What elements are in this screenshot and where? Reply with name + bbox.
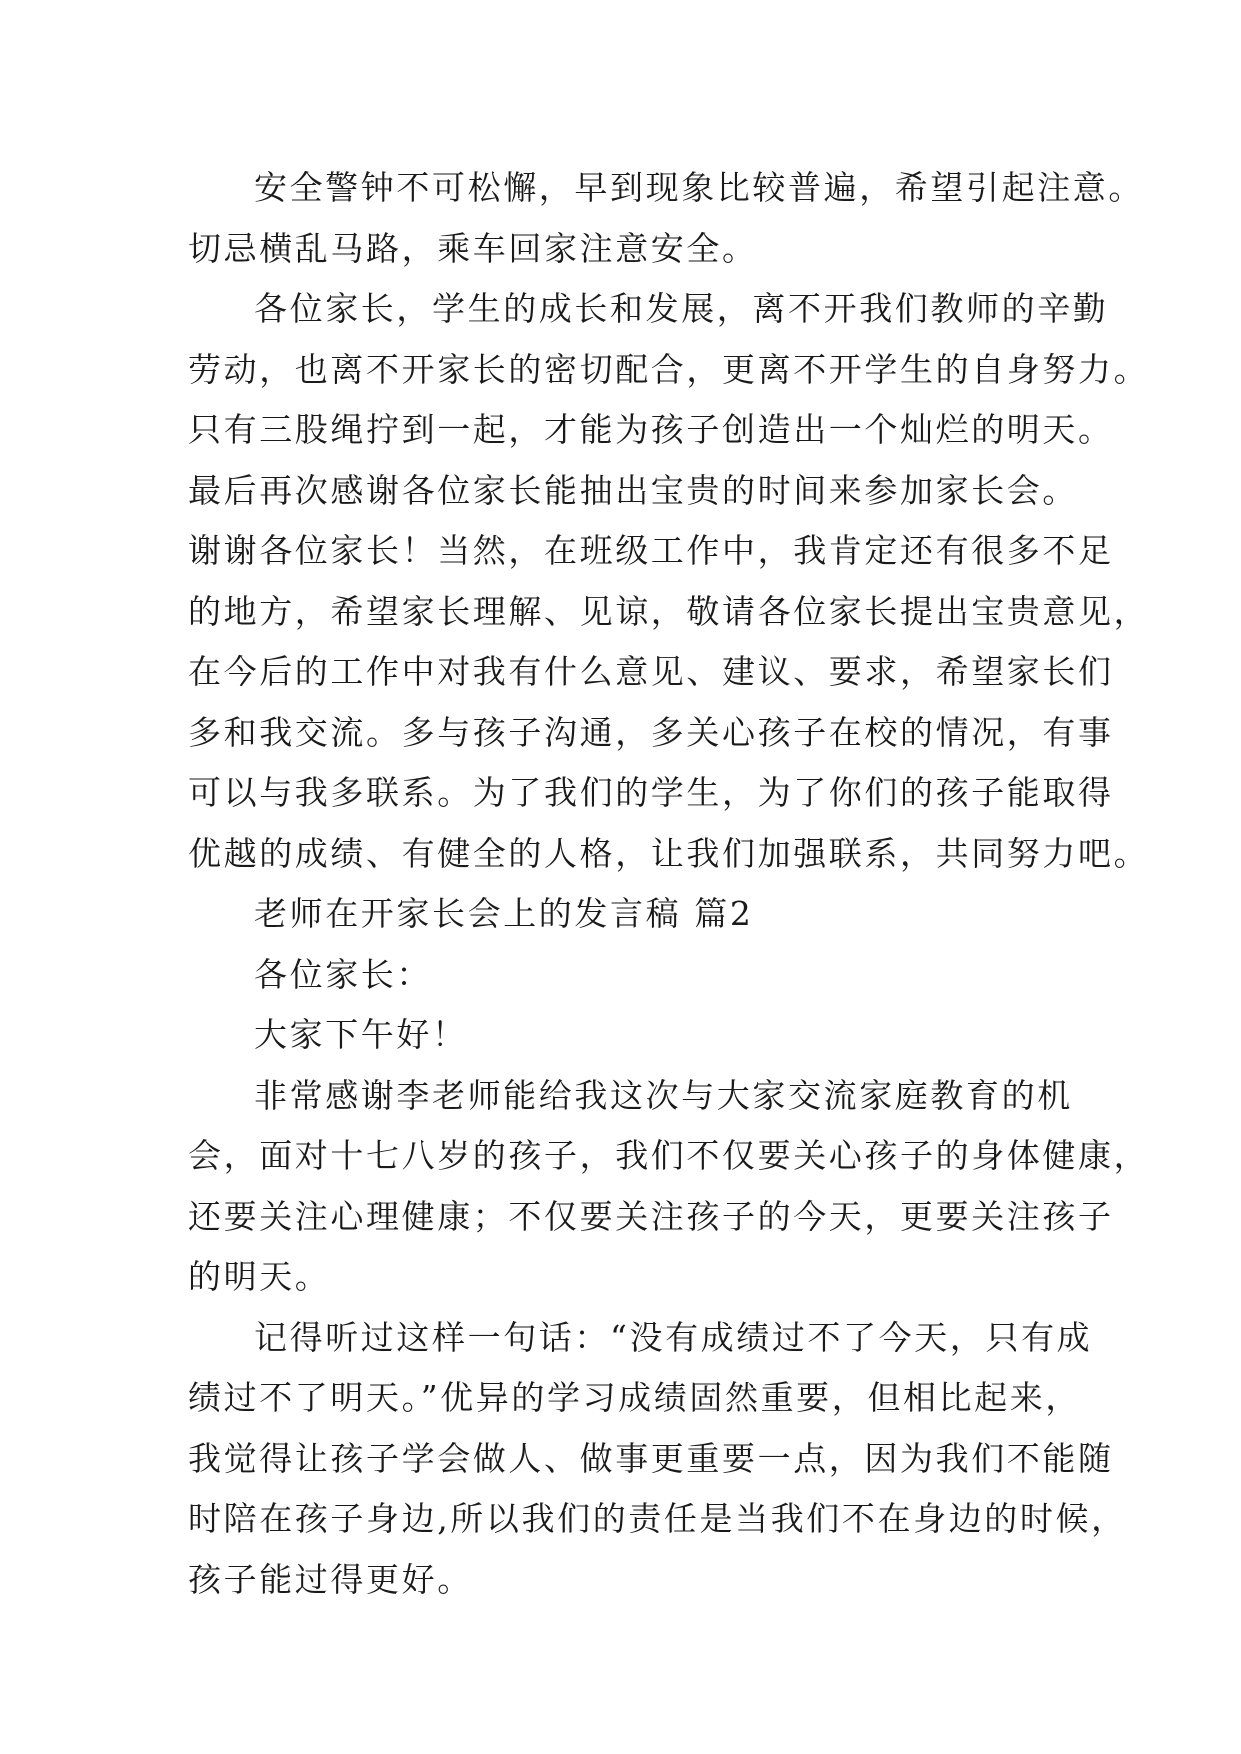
text-line: 谢谢各位家长！当然，在班级工作中，我肯定还有很多不足 (188, 531, 1114, 570)
text-line: 的明天。 (188, 1257, 331, 1296)
text-line: 可以与我多联系。为了我们的学生，为了你们的孩子能取得 (188, 773, 1114, 812)
text-line: 在今后的工作中对我有什么意见、建议、要求，希望家长们 (188, 652, 1114, 691)
text-line: 孩子能过得更好。 (188, 1559, 473, 1599)
text-line: 各位家长： (254, 954, 432, 994)
text-line: 安全警钟不可松懈，早到现象比较普遍，希望引起注意。 (254, 168, 1144, 207)
text-line: 大家下午好！ (254, 1015, 468, 1054)
text-line: 多和我交流。多与孩子沟通，多关心孩子在校的情况，有事 (188, 712, 1114, 752)
text-line: 记得听过这样一句话：“没有成绩过不了今天，只有成 (254, 1317, 1093, 1357)
text-line: 劳动，也离不开家长的密切配合，更离不开学生的自身努力。 (188, 349, 1150, 389)
text-line: 切忌横乱马路，乘车回家注意安全。 (188, 228, 758, 268)
text-line: 的地方，希望家长理解、见谅，敬请各位家长提出宝贵意见， (188, 591, 1150, 631)
text-line: 还要关注心理健康；不仅要关注孩子的今天，更要关注孩子 (188, 1196, 1114, 1236)
text-line: 各位家长，学生的成长和发展，离不开我们教师的辛勤 (254, 289, 1109, 328)
document-body (188, 158, 1150, 1610)
text-line: 老师在开家长会上的发言稿 篇2 (254, 894, 754, 933)
text-line: 时陪在孩子身边,所以我们的责任是当我们不在身边的时候， (188, 1499, 1127, 1538)
text-line: 只有三股绳拧到一起，才能为孩子创造出一个灿烂的明天。 (188, 410, 1114, 449)
text-line: 优越的成绩、有健全的人格，让我们加强联系，共同努力吧。 (188, 833, 1150, 873)
text-line: 非常感谢李老师能给我这次与大家交流家庭教育的机 (254, 1075, 1073, 1115)
text-line: 我觉得让孩子学会做人、做事更重要一点，因为我们不能随 (188, 1438, 1114, 1478)
text-line: 绩过不了明天。”优异的学习成绩固然重要，但相比起来， (188, 1378, 1081, 1417)
text-line: 会，面对十七八岁的孩子，我们不仅要关心孩子的身体健康， (188, 1136, 1150, 1175)
text-line: 最后再次感谢各位家长能抽出宝贵的时间来参加家长会。 (188, 470, 1078, 510)
